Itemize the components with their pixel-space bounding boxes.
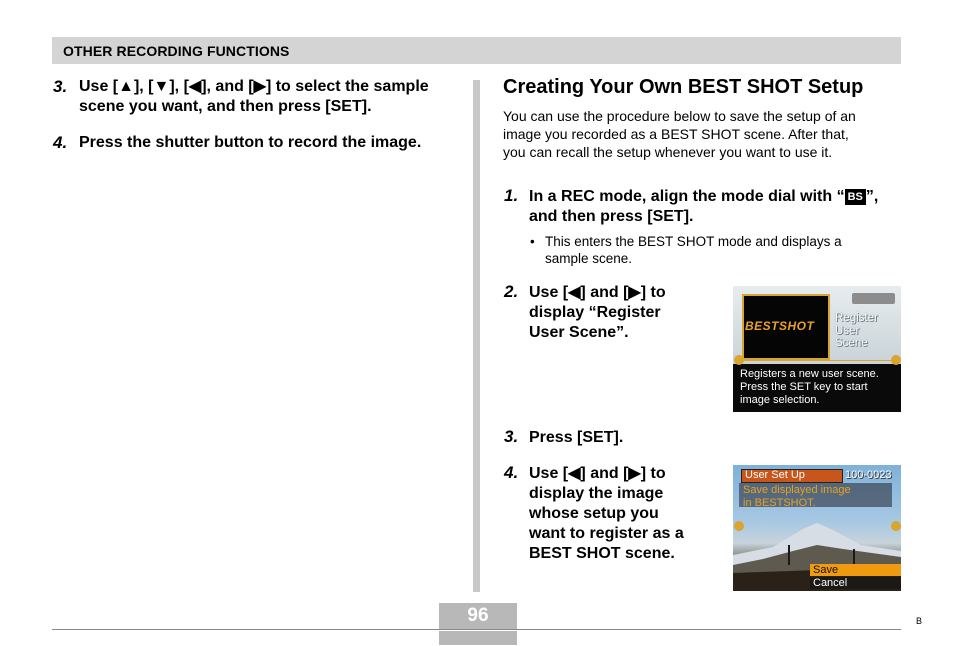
section-title: Creating Your Own BEST SHOT Setup	[503, 76, 864, 98]
user-setup-header: User Set Up	[745, 469, 805, 481]
step-text: Use [▲], [▼], [◀], and [▶] to select the sample scene you want, and then press [SET].	[79, 78, 429, 115]
footer-code: B	[916, 616, 923, 626]
footer-rule	[52, 629, 901, 630]
step-number: 3.	[504, 427, 519, 446]
step-text: Press [SET].	[529, 429, 624, 446]
step-number: 4.	[504, 463, 519, 482]
step-text: Press the shutter button to record the image.	[79, 134, 422, 151]
bullet-mark: •	[530, 234, 535, 249]
section-header: OTHER RECORDING FUNCTIONS	[63, 43, 290, 59]
column-divider	[473, 80, 480, 592]
bestshot-logo: BESTSHOT	[745, 319, 815, 333]
left-arrow-icon	[734, 355, 744, 365]
page-number: 96	[467, 605, 489, 626]
save-option-label: Save	[813, 564, 839, 576]
screen-message: Registers a new user scene. Press the SET key to start image selection.	[740, 368, 879, 406]
divider-line	[737, 360, 897, 361]
step-text: In a REC mode, align the mode dial with “ BS ”, and then press [SET].	[529, 188, 879, 225]
page-number-box-lower	[439, 631, 517, 645]
scene-indicator	[852, 293, 895, 304]
step-number: 1.	[504, 186, 519, 205]
step-text: Use [◀] and [▶] to display “Register User Scene”.	[529, 284, 666, 341]
bullet-text: This enters the BEST SHOT mode and displays a sample scene.	[545, 234, 842, 266]
register-user-scene-label: Register User Scene	[835, 312, 878, 349]
step-text: Use [◀] and [▶] to display the image whose setup you want to register as a BEST SHOT scene.	[529, 465, 684, 562]
save-prompt: Save displayed image in BESTSHOT.	[743, 484, 851, 509]
step-number: 3.	[53, 77, 68, 96]
camera-screen-register	[733, 286, 901, 412]
step-number: 4.	[53, 133, 68, 152]
step-number: 2.	[504, 282, 519, 301]
intro-paragraph: You can use the procedure below to save the setup of an image you recorded as a BEST SHOT scene. After that, you can recall the setup whenever you want to use it.	[503, 108, 856, 160]
right-arrow-icon	[891, 355, 901, 365]
file-counter: 100-0023	[845, 469, 892, 481]
cancel-option-label: Cancel	[813, 577, 848, 589]
bestshot-mode-icon: BS	[845, 189, 866, 205]
left-arrow-icon	[734, 521, 744, 531]
camera-screen-user-setup	[733, 465, 901, 591]
right-arrow-icon	[891, 521, 901, 531]
